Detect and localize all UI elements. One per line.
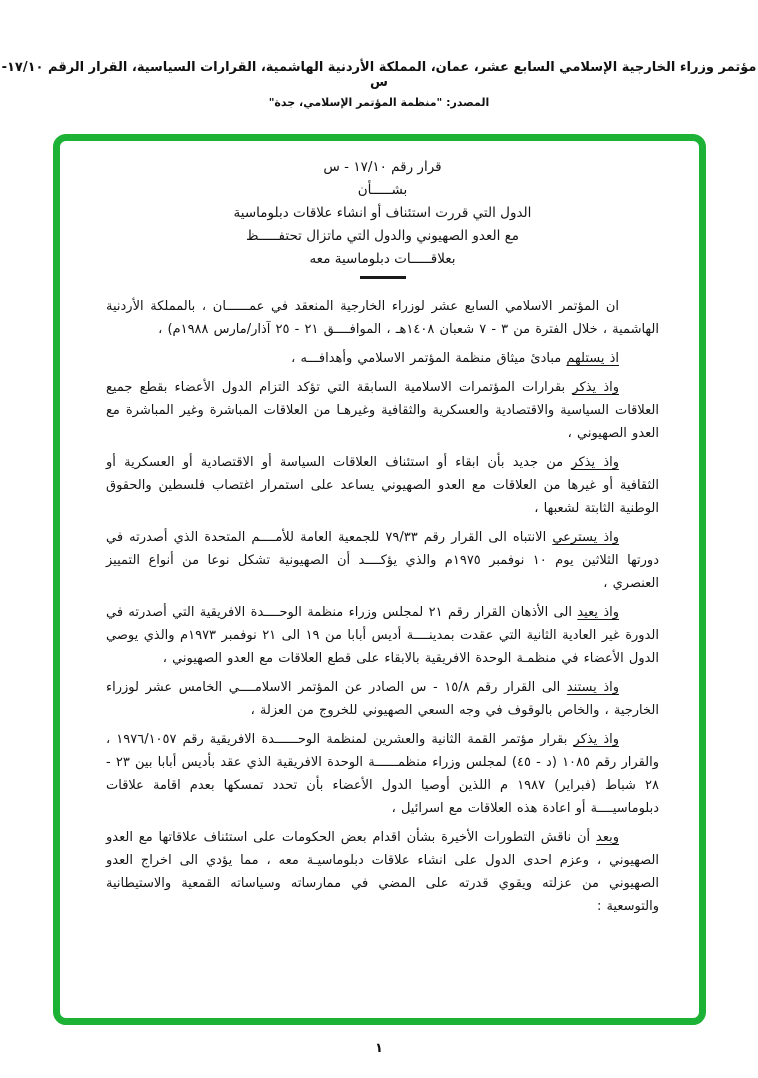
paragraph-un-resolution — [106, 526, 659, 595]
title-line-subject-3: بعلاقـــــات دبلوماسية معه — [309, 251, 456, 267]
paragraph-inspired — [106, 347, 659, 370]
paragraph-recalling-relations — [106, 451, 659, 520]
title-line-subject-2: مع العدو الصهيوني والدول التي ماتزال تحتفـــــظ — [245, 228, 520, 244]
paragraph-text: الى القرار رقم ١٥/٨ - س الصادر عن المؤتمر الاسلامــــي الخامس عشر لوزراء الخارجية ، والخاص بالوقوف في وجه السعي الصهيوني للخروج من العزلة ، — [106, 680, 659, 718]
paragraph-text: ان المؤتمر الاسلامي السابع عشر لوزراء الخارجية المنعقد في عمــــــان ، بالمملكة الأردنية الهاشمية ، خلال الفترة من ٣ - ٧ شعبان ١٤٠٨هـ ، الموافــــق ٢١ - ٢٥ آذار/مارس ١٩٨٨م) ، — [106, 299, 659, 337]
paragraph-text: الانتباه الى القرار رقم ٧٩/٣٣ للجمعية العامة للأمــــم المتحدة الذي أصدرته في دورتها الثلاثين يوم ١٠ نوفمبر ١٩٧٥م والذي يؤكــــد أن الصهيونية تشكل نوعا من أنواع التمييز العنصري ، — [106, 530, 659, 591]
paragraph-lead: واذ يذكر — [571, 455, 619, 470]
paragraph-text: مبادئ ميثاق منظمة المؤتمر الاسلامي وأهدافـــه ، — [291, 351, 567, 366]
paragraph-text: الى الأذهان القرار رقم ٢١ لمجلس وزراء منظمة الوحــــدة الافريقية التي أصدرته في الدورة غير العادية الثانية التي عقدت بمدينــــة أديس أبابا من ١٩ الى ٢١ نوفمبر ١٩٧٣م والذي يوصي الدول الأعضاء في منظمـة الوحدة الافريقية بالابقاء على قطع العلاقات مع العدو الصهيوني ، — [106, 605, 659, 666]
document-body — [60, 141, 699, 932]
paragraph-resolution-8-15 — [106, 676, 659, 722]
document-source-line: المصدر: "منظمة المؤتمر الإسلامي، جدة" — [268, 96, 490, 109]
paragraph-recalling-resolutions — [106, 376, 659, 445]
paragraph-text: بقرارات المؤتمرات الاسلامية السابقة التي تؤكد التزام الدول الأعضاء بقطع جميع العلاقات السياسية والاقتصادية والعسكرية والثقافية وغيرهـا من العلاقات المباشرة وغير المباشرة مع العدو الصهيوني ، — [106, 380, 659, 441]
resolution-preamble — [106, 295, 659, 918]
paragraph-oau-resolution-21 — [106, 601, 659, 670]
paragraph-lead: واذ يذكر — [573, 732, 620, 747]
title-line-regarding: بشـــــأن — [357, 182, 408, 198]
paragraph-oau-summit — [106, 728, 659, 820]
title-divider — [360, 276, 406, 279]
paragraph-lead: واذ يعيد — [577, 605, 620, 620]
resolution-number-line: قرار رقم ١٧/١٠ - س — [323, 159, 442, 175]
paragraph-lead: واذ يسترعي — [552, 530, 620, 545]
paragraph-text: أن ناقش التطورات الأخيرة بشأن اقدام بعض الحكومات على استئناف علاقاتها مع العدو الصهيوني ، وعزم احدى الدول على انشاء علاقات دبلوماسيـة معه ، مما يؤدي الى اخراج العدو الصهيوني من عزلته ويقوي قدرته على المضي في ممارساته وسياساته القمعية والاستيطانية والتوسعية : — [106, 830, 659, 914]
paragraph-lead: واذ يستند — [566, 680, 619, 695]
green-border-frame — [53, 134, 706, 1025]
paragraph-lead: وبعد — [596, 830, 619, 845]
paragraph-opening — [106, 295, 659, 341]
title-line-subject-1: الدول التي قررت استئناف أو انشاء علاقات دبلوماسية — [233, 205, 532, 221]
document-header-title: مؤتمر وزراء الخارجية الإسلامي السابع عشر، عمان، المملكة الأردنية الهاشمية، القرارات السياسية، القرار الرقم ١٧/١٠-س — [1, 60, 757, 90]
paragraph-lead: اذ يستلهم — [566, 351, 619, 366]
page-number: ١ — [375, 1041, 383, 1056]
paragraph-text: من جديد بأن ابقاء أو استئناف العلاقات السياسة أو الاقتصادية أو العسكرية أو الثقافية أو غيرها من العلاقات مع العدو الصهيوني يساعد على استمرار اغتصاب فلسطين والحقوق الوطنية الثابتة لشعبها ، — [106, 455, 659, 516]
paragraph-lead: واذ يذكر — [572, 380, 619, 395]
paragraph-after-discussion — [106, 826, 659, 918]
paragraph-text: بقرار مؤتمر القمة الثانية والعشرين لمنظمة الوحــــــدة الافريقية رقم ١٩٧٦/١٠٥٧ ، والقرار رقم ١٠٨٥ (د - ٤٥) لمجلس وزراء منظمــــــة الوحدة الافريقية الذي عقد بأديس أبابا بين ٢٣ - ٢٨ شباط (فبراير) ١٩٨٧ م اللذين أوصيا الدول الأعضاء بأن تحدد تمسكها بعدم اقامة علاقات دبلوماسيــــة أو اعادة هذه العلاقات مع اسرائيل ، — [106, 732, 660, 816]
resolution-title-block — [106, 156, 659, 279]
